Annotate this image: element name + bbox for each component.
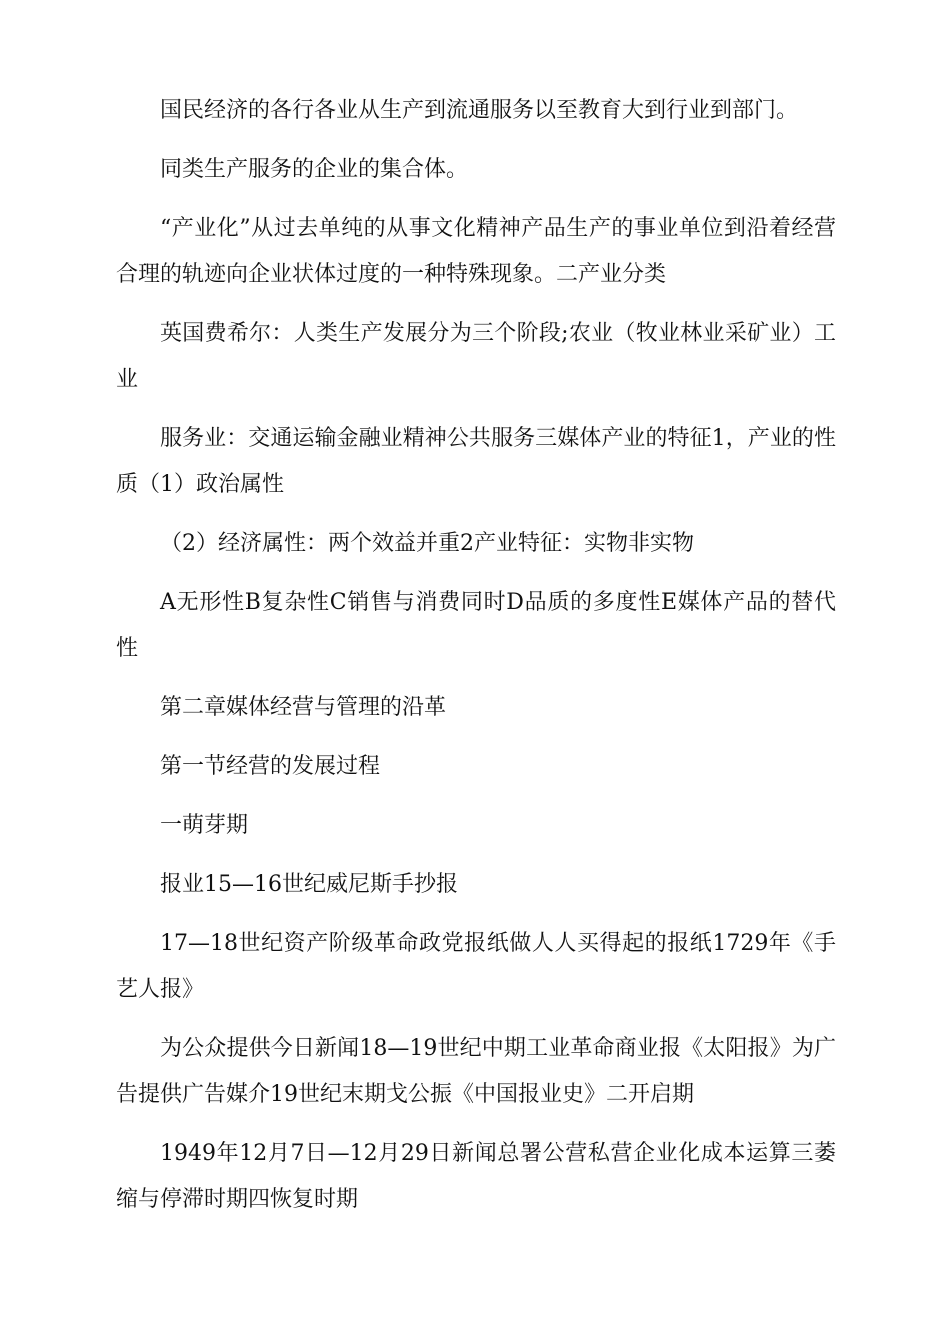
paragraph-6: （2）经济属性：两个效益并重2产业特征：实物非实物 xyxy=(160,531,694,556)
paragraph-11: 报业15—16世纪威尼斯手抄报 xyxy=(160,872,458,897)
paragraph-7: A无形性B复杂性C销售与消费同时D品质的多度性E媒体产品的替代性 xyxy=(116,590,836,661)
section-heading: 第一节经营的发展过程 xyxy=(160,754,381,779)
paragraph-4: 英国费希尔：人类生产发展分为三个阶段;农业（牧业林业采矿业）工业 xyxy=(116,321,836,392)
document-body xyxy=(116,88,836,1236)
paragraph-5: 服务业：交通运输金融业精神公共服务三媒体产业的特征1，产业的性质（1）政治属性 xyxy=(116,426,836,497)
paragraph-12: 17—18世纪资产阶级革命政党报纸做人人买得起的报纸1729年《手艺人报》 xyxy=(116,931,836,1002)
paragraph-13: 为公众提供今日新闻18—19世纪中期工业革命商业报《太阳报》为广告提供广告媒介19世纪末期戈公振《中国报业史》二开启期 xyxy=(116,1036,836,1107)
paragraph-2: 同类生产服务的企业的集合体。 xyxy=(160,157,469,182)
paragraph-3: “产业化”从过去单纯的从事文化精神产品生产的事业单位到沿着经营合理的轨迹向企业状体过度的一种特殊现象。二产业分类 xyxy=(116,216,836,287)
paragraph-14: 1949年12月7日—12月29日新闻总署公营私营企业化成本运算三萎缩与停滞时期四恢复时期 xyxy=(116,1141,836,1212)
chapter-heading: 第二章媒体经营与管理的沿革 xyxy=(160,695,447,720)
paragraph-1: 国民经济的各行各业从生产到流通服务以至教育大到行业到部门。 xyxy=(160,98,799,123)
subsection-heading: 一萌芽期 xyxy=(160,813,249,838)
